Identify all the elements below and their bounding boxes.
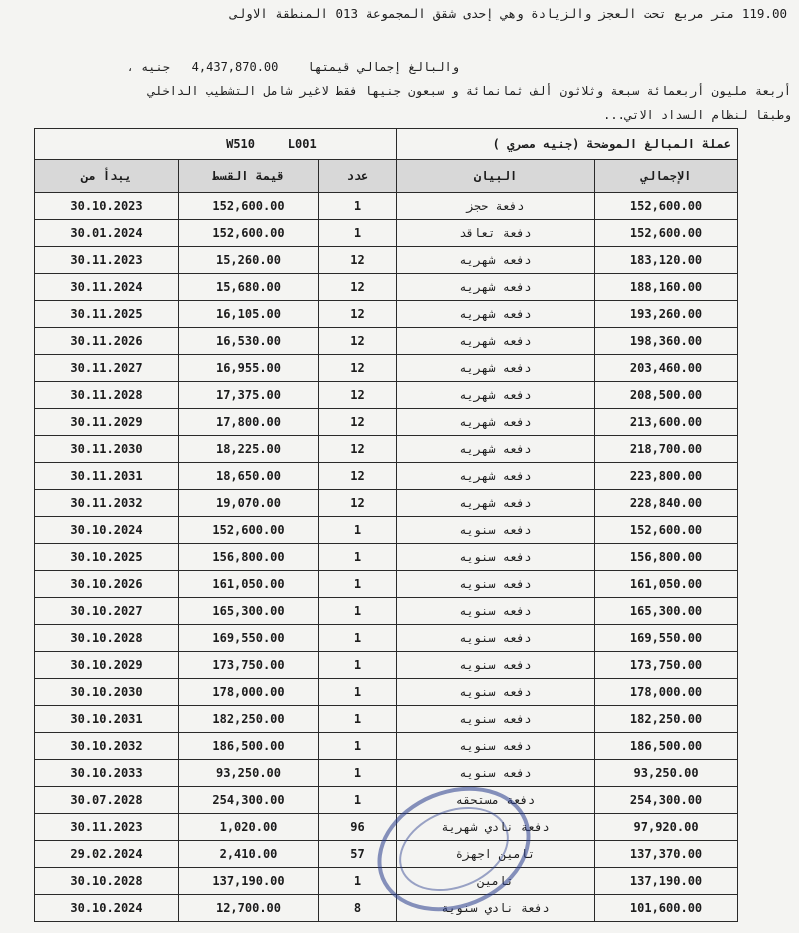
installment-cell: 178,000.00 [179,679,319,706]
count-cell: 1 [319,193,397,220]
total-cell: 156,800.00 [595,544,738,571]
description-cell: دفعه سنويه [397,625,595,652]
col-start-header: يبدأ من [35,160,179,193]
total-cell: 152,600.00 [595,220,738,247]
count-cell: 12 [319,436,397,463]
col-installment-header: قيمة القسط [179,160,319,193]
start-cell: 30.10.2029 [35,652,179,679]
table-row [35,679,738,706]
table-row [35,652,738,679]
count-cell: 1 [319,220,397,247]
description-cell: دفعه سنويه [397,598,595,625]
total-cell: 198,360.00 [595,328,738,355]
count-cell: 57 [319,841,397,868]
description-cell: دفعة حجز [397,193,595,220]
table-row [35,814,738,841]
installment-cell: 2,410.00 [179,841,319,868]
count-cell: 12 [319,301,397,328]
currency-label: عملة المبالغ الموضحة (جنيه مصري ) [397,129,738,160]
description-cell: دفعه سنويه [397,760,595,787]
area-line: 119.00 متر مربع تحت العجز والزيادة وهي إحدى شقق المجموعة 013 المنطقة الاولى [230,6,787,21]
start-cell: 30.11.2032 [35,490,179,517]
start-cell: 30.11.2029 [35,409,179,436]
start-cell: 30.11.2026 [35,328,179,355]
description-cell: دفعه شهريه [397,328,595,355]
count-cell: 12 [319,490,397,517]
table-row [35,409,738,436]
start-cell: 30.07.2028 [35,787,179,814]
installment-cell: 12,700.00 [179,895,319,922]
description-cell: دفعه سنويه [397,706,595,733]
installment-cell: 16,530.00 [179,328,319,355]
description-cell: دفعه سنويه [397,679,595,706]
table-row [35,328,738,355]
installment-cell: 152,600.00 [179,220,319,247]
count-cell: 1 [319,571,397,598]
description-cell: دفعه سنويه [397,733,595,760]
total-cell: 188,160.00 [595,274,738,301]
description-cell: دفعه شهريه [397,301,595,328]
total-cell: 186,500.00 [595,733,738,760]
start-cell: 30.10.2032 [35,733,179,760]
total-cell: 169,550.00 [595,625,738,652]
total-unit: جنيه ، [126,60,170,74]
count-cell: 1 [319,598,397,625]
installment-cell: 137,190.00 [179,868,319,895]
installment-cell: 19,070.00 [179,490,319,517]
table-row [35,598,738,625]
count-cell: 12 [319,382,397,409]
count-cell: 1 [319,760,397,787]
description-cell: دفعة نادي سنوية [397,895,595,922]
description-cell: دفعه شهريه [397,355,595,382]
start-cell: 30.10.2030 [35,679,179,706]
total-cell: 182,250.00 [595,706,738,733]
table-row [35,247,738,274]
installment-cell: 173,750.00 [179,652,319,679]
start-cell: 30.10.2025 [35,544,179,571]
total-cell: 152,600.00 [595,517,738,544]
table-row [35,490,738,517]
installment-cell: 15,680.00 [179,274,319,301]
installment-cell: 1,020.00 [179,814,319,841]
count-cell: 1 [319,625,397,652]
total-cell: 218,700.00 [595,436,738,463]
start-cell: 30.10.2031 [35,706,179,733]
total-cell: 137,190.00 [595,868,738,895]
start-cell: 29.02.2024 [35,841,179,868]
description-cell: دفعه شهريه [397,409,595,436]
count-cell: 12 [319,328,397,355]
table-row [35,193,738,220]
start-cell: 30.11.2027 [35,355,179,382]
table-row [35,706,738,733]
start-cell: 30.10.2028 [35,868,179,895]
table-row [35,895,738,922]
table-row [35,517,738,544]
count-cell: 8 [319,895,397,922]
description-cell: دفعة نادي شهرية [397,814,595,841]
start-cell: 30.11.2030 [35,436,179,463]
schedule-rows [35,193,738,922]
installment-cell: 93,250.00 [179,760,319,787]
count-cell: 1 [319,517,397,544]
total-cell: 101,600.00 [595,895,738,922]
table-row [35,220,738,247]
col-total-header: الإجمالي [595,160,738,193]
table-row [35,544,738,571]
count-cell: 12 [319,409,397,436]
start-cell: 30.10.2026 [35,571,179,598]
table-row [35,625,738,652]
table-row [35,382,738,409]
total-cell: 208,500.00 [595,382,738,409]
amount-in-words: أربعة مليون أربعمائة سبعة وثلاثون ألف ثمانمائة و سبعون جنيها فقط لاغير شامل التشطيب الداخلي [148,84,791,98]
unit-code-2: L001 [287,137,317,151]
description-cell: دفعه شهريه [397,436,595,463]
table-row [35,436,738,463]
col-count-header: عدد [319,160,397,193]
count-cell: 1 [319,652,397,679]
installment-cell: 18,225.00 [179,436,319,463]
table-row [35,463,738,490]
count-cell: 12 [319,274,397,301]
payment-schedule-table [34,128,738,922]
table-row [35,868,738,895]
description-cell: دفعه شهريه [397,247,595,274]
header-row [35,160,738,193]
start-cell: 30.11.2023 [35,247,179,274]
installment-cell: 254,300.00 [179,787,319,814]
start-cell: 30.10.2024 [35,895,179,922]
total-cell: 193,260.00 [595,301,738,328]
start-cell: 30.10.2033 [35,760,179,787]
installment-cell: 16,105.00 [179,301,319,328]
installment-cell: 17,375.00 [179,382,319,409]
count-cell: 1 [319,544,397,571]
installment-cell: 165,300.00 [179,598,319,625]
start-cell: 30.11.2025 [35,301,179,328]
installment-cell: 18,650.00 [179,463,319,490]
total-cell: 173,750.00 [595,652,738,679]
total-value: 4,437,870.00 [191,60,279,74]
count-cell: 1 [319,868,397,895]
installment-cell: 17,800.00 [179,409,319,436]
start-cell: 30.10.2023 [35,193,179,220]
installment-cell: 15,260.00 [179,247,319,274]
start-cell: 30.11.2023 [35,814,179,841]
count-cell: 12 [319,355,397,382]
table-row [35,841,738,868]
installment-cell: 152,600.00 [179,517,319,544]
table-row [35,733,738,760]
count-cell: 1 [319,679,397,706]
total-cell: 97,920.00 [595,814,738,841]
table-row [35,787,738,814]
total-cell: 228,840.00 [595,490,738,517]
description-cell: دفعه شهريه [397,382,595,409]
unit-code-1: W510 [226,137,255,151]
description-cell: دفعه سنويه [397,544,595,571]
total-cell: 152,600.00 [595,193,738,220]
start-cell: 30.10.2024 [35,517,179,544]
start-cell: 30.01.2024 [35,220,179,247]
total-cell: 93,250.00 [595,760,738,787]
count-cell: 1 [319,706,397,733]
total-cell: 178,000.00 [595,679,738,706]
col-description-header: البيان [397,160,595,193]
total-cell: 183,120.00 [595,247,738,274]
installment-cell: 152,600.00 [179,193,319,220]
installment-cell: 161,050.00 [179,571,319,598]
total-cell: 137,370.00 [595,841,738,868]
description-cell: دفعه شهريه [397,490,595,517]
description-cell: دفعة مستحقه [397,787,595,814]
count-cell: 1 [319,787,397,814]
start-cell: 30.10.2027 [35,598,179,625]
start-cell: 30.11.2031 [35,463,179,490]
total-label: والبالغ إجمالي قيمتها [307,60,459,74]
total-line [127,60,459,74]
payment-system-line: وطبقا لنظام السداد الاتي... [603,108,791,122]
total-cell: 161,050.00 [595,571,738,598]
start-cell: 30.11.2024 [35,274,179,301]
count-cell: 96 [319,814,397,841]
start-cell: 30.10.2028 [35,625,179,652]
installment-cell: 186,500.00 [179,733,319,760]
start-cell: 30.11.2028 [35,382,179,409]
count-cell: 1 [319,733,397,760]
table-row [35,355,738,382]
description-cell: دفعه سنويه [397,571,595,598]
description-cell: تامين اجهزة [397,841,595,868]
table-row [35,274,738,301]
table-row [35,760,738,787]
installment-cell: 182,250.00 [179,706,319,733]
installment-cell: 169,550.00 [179,625,319,652]
installment-cell: 156,800.00 [179,544,319,571]
count-cell: 12 [319,247,397,274]
table-row [35,301,738,328]
total-cell: 165,300.00 [595,598,738,625]
total-cell: 203,460.00 [595,355,738,382]
table-row [35,571,738,598]
total-cell: 223,800.00 [595,463,738,490]
total-cell: 254,300.00 [595,787,738,814]
description-cell: دفعه شهريه [397,463,595,490]
total-cell: 213,600.00 [595,409,738,436]
description-cell: دفعة تعاقد [397,220,595,247]
count-cell: 12 [319,463,397,490]
installment-cell: 16,955.00 [179,355,319,382]
currency-row [35,129,738,160]
description-cell: تامين [397,868,595,895]
description-cell: دفعه سنويه [397,652,595,679]
description-cell: دفعه سنويه [397,517,595,544]
description-cell: دفعه شهريه [397,274,595,301]
